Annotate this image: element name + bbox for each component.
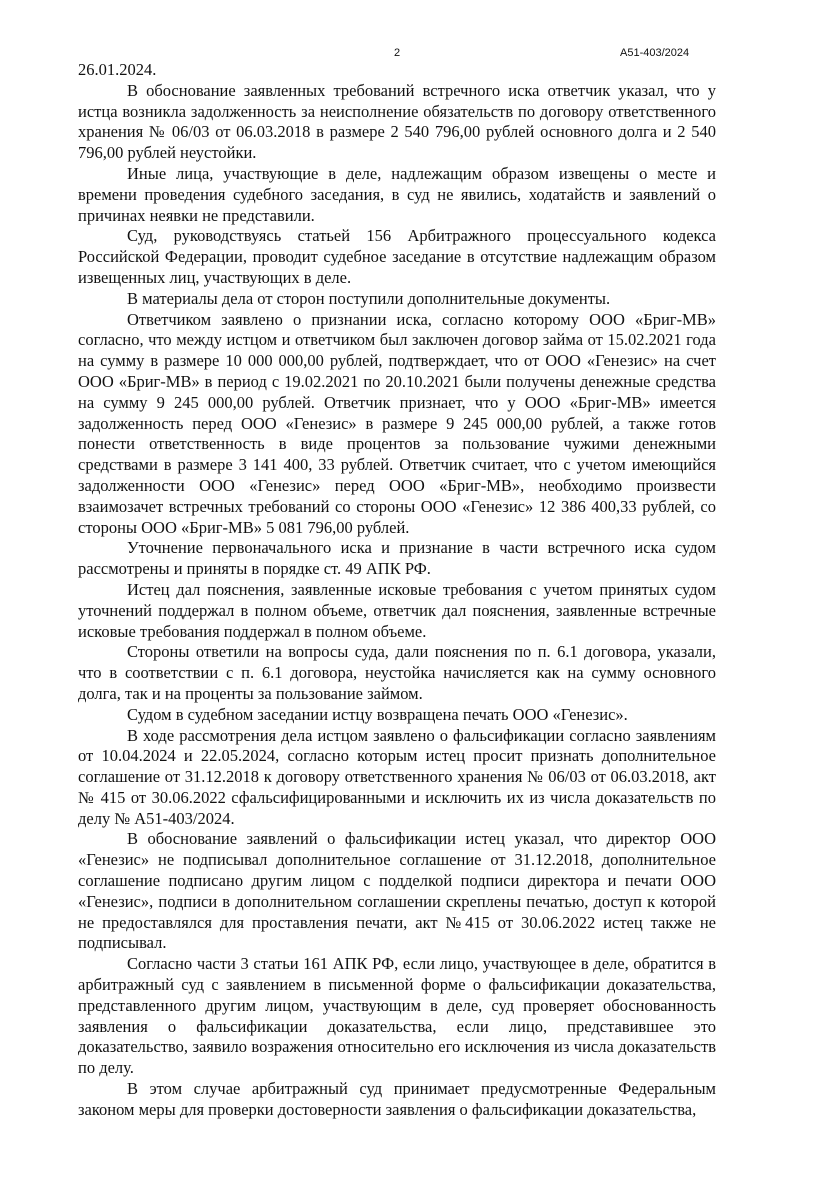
page-number: 2 (393, 47, 401, 59)
paragraph-claim-admission: Ответчиком заявлено о признании иска, согласно которому ООО «Бриг-МВ» согласно, что между истцом и ответчиком был заключен договор займа от 15.02.2021 года на сумму в размере 10 000 000,00 рублей, подтверждает, что от ООО «Генезис» на счет ООО «Бриг-МВ» в период с 19.02.2021 по 20.10.2021 были получены денежные средства на сумму 9 245 000,00 рублей. Ответчик признает, что у ООО «Бриг-МВ» имеется задолженность перед ООО «Генезис» в размере 9 245 000,00 рублей, а также готов понести ответственность в виде процентов за пользование чужими денежными средствами в размере 3 141 400, 33 рублей. Ответчик считает, что с учетом имеющийся задолженности ООО «Генезис» перед ООО «Бриг-МВ», необходимо произвести взаимозачет встречных требований со стороны ООО «Генезис» 12 386 400,33 рублей, со стороны ООО «Бриг-МВ» 5 081 796,00 рублей. (78, 309, 716, 537)
paragraph-plaintiff-explanations: Истец дал пояснения, заявленные исковые требования с учетом принятых судом уточнений поддержал в полном объеме, ответчик дал пояснения, заявленные встречные исковые требования поддержал в полном объеме. (78, 579, 716, 641)
paragraph-falsification-claim: В ходе рассмотрения дела истцом заявлено о фальсификации согласно заявлениям от 10.04.2024 и 22.05.2024, согласно которым истец просит признать дополнительное соглашение от 31.12.2018 к договору ответственного хранения № 06/03 от 06.03.2018, акт № 415 от 30.06.2022 сфальсифицированными и исключить их из числа доказательств по делу № А51-403/2024. (78, 725, 716, 828)
paragraph-article-156: Суд, руководствуясь статьей 156 Арбитражного процессуального кодекса Российской Федерации, проводит судебное заседание в отсутствие надлежащим образом извещенных лиц, участвующих в деле. (78, 226, 716, 287)
paragraph-date-continuation: 26.01.2024. (78, 60, 157, 79)
document-body (78, 60, 716, 1121)
paragraph-additional-documents: В материалы дела от сторон поступили дополнительные документы. (127, 288, 611, 308)
paragraph-verification-measures: В этом случае арбитражный суд принимает предусмотренные Федеральным законом меры для проверки достоверности заявления о фальсификации доказательства, (78, 1079, 716, 1119)
paragraph-other-parties: Иные лица, участвующие в деле, надлежащим образом извещены о месте и времени проведения судебного заседания, в суд не явились, ходатайств и заявлений о причинах неявки не представили. (78, 163, 716, 225)
paragraph-clarification-accepted: Уточнение первоначального иска и признание в части встречного иска судом рассмотрены и приняты в порядке ст. 49 АПК РФ. (78, 538, 716, 579)
paragraph-counterclaim-grounds: В обоснование заявленных требований встречного иска ответчик указал, что у истца возникла задолженность за неисполнение обязательств по договору ответственного хранения № 06/03 от 06.03.2018 в размере 2 540 796,00 рублей основного долга и 2 540 796,00 рублей неустойки. (78, 80, 716, 163)
paragraph-article-161: Согласно части 3 статьи 161 АПК РФ, если лицо, участвующее в деле, обратится в арбитражный суд с заявлением в письменной форме о фальсификации доказательства, представленного другим лицом, участвующим в деле, суд проверяет обоснованность заявления о фальсификации доказательства, если лицо, представившее это доказательство, заявило возражения относительно его исключения из числа доказательств по делу. (78, 954, 716, 1078)
paragraph-clause-6-1: Стороны ответили на вопросы суда, дали пояснения по п. 6.1 договора, указали, что в соответствии с п. 6.1 договора, неустойка начисляется как на сумму основного долга, так и на проценты за пользование займом. (78, 642, 716, 703)
case-number: А51-403/2024 (620, 47, 690, 59)
paragraph-seal-returned: Судом в судебном заседании истцу возвращена печать ООО «Генезис». (127, 704, 628, 724)
paragraph-falsification-grounds: В обоснование заявлений о фальсификации истец указал, что директор ООО «Генезис» не подписывал дополнительное соглашение от 31.12.2018, дополнительное соглашение подписано другим лицом с подделкой подписи директора и печати ООО «Генезис», подписи в дополнительном соглашении скреплены печатью, доступ к которой не предоставлялся для проставления печати, акт №415 от 30.06.2022 истец также не подписывал. (78, 829, 716, 953)
